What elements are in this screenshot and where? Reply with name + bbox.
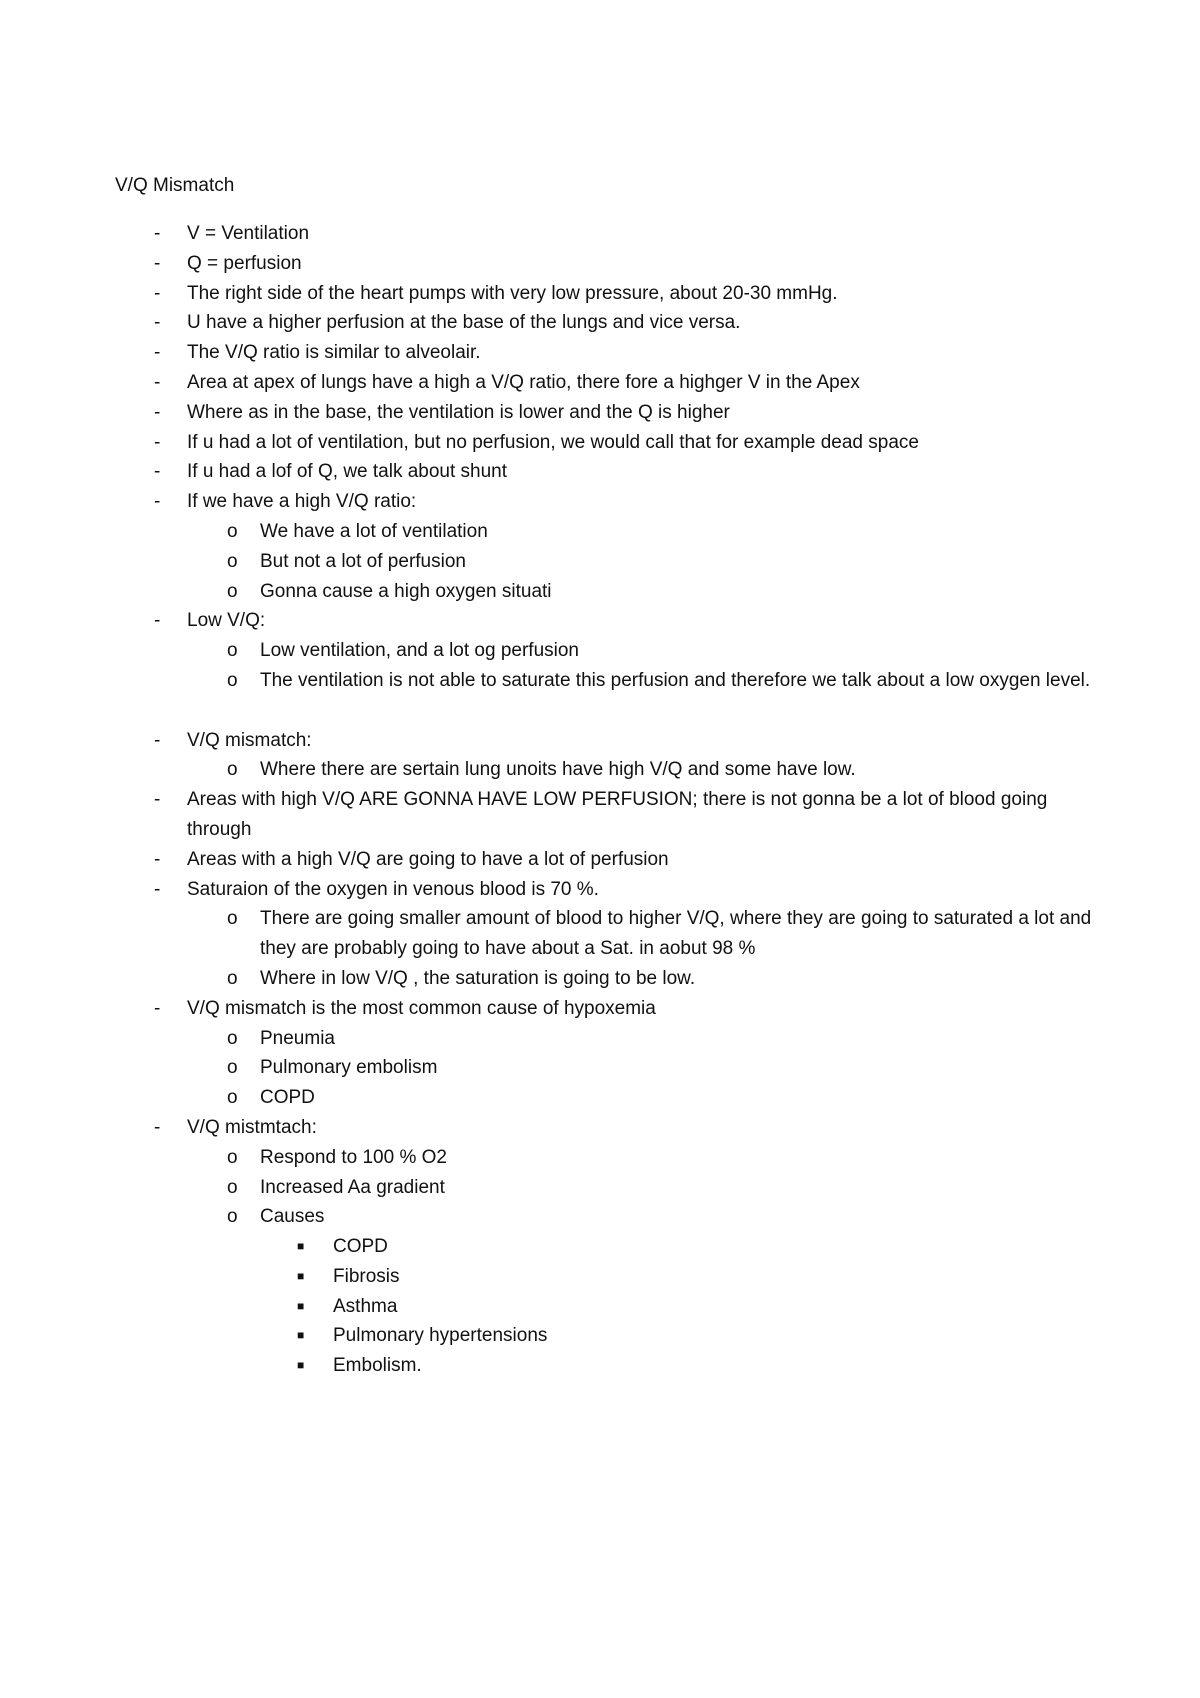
list-item bbox=[0, 487, 1200, 517]
square-bullet-icon: ■ bbox=[297, 1298, 305, 1313]
list-item-text: We have a lot of ventilation bbox=[260, 520, 488, 542]
circle-bullet: o bbox=[227, 1146, 238, 1168]
list-item bbox=[0, 904, 1200, 964]
list-item-text: Where in low V/Q , the saturation is going to be low. bbox=[260, 967, 696, 989]
list-item-text: Areas with a high V/Q are going to have a lot of perfusion bbox=[187, 848, 669, 870]
list-item bbox=[0, 1321, 1200, 1351]
list-item-text: Areas with high V/Q ARE GONNA HAVE LOW PERFUSION; there is not gonna be a lot of blood going through bbox=[187, 789, 1048, 840]
list-item bbox=[0, 1143, 1200, 1173]
dash-bullet: - bbox=[154, 252, 161, 274]
list-item-text: V/Q mistmtach: bbox=[187, 1116, 317, 1138]
dash-bullet: - bbox=[154, 342, 161, 364]
list-item-text: Where there are sertain lung unoits have high V/Q and some have low. bbox=[260, 759, 856, 781]
circle-bullet: o bbox=[227, 669, 238, 691]
document-title: V/Q Mismatch bbox=[115, 175, 235, 196]
list-item bbox=[0, 606, 1200, 636]
list-item bbox=[0, 1292, 1200, 1322]
list-item bbox=[0, 726, 1200, 756]
circle-bullet: o bbox=[227, 1057, 238, 1079]
list-item-text: The right side of the heart pumps with very low pressure, about 20-30 mmHg. bbox=[187, 282, 838, 304]
list-item bbox=[0, 1262, 1200, 1292]
list-item bbox=[0, 368, 1200, 398]
notes-list bbox=[0, 219, 1200, 1381]
list-item bbox=[0, 1113, 1200, 1143]
square-bullet-icon: ■ bbox=[297, 1268, 305, 1283]
list-item bbox=[0, 517, 1200, 547]
list-item bbox=[0, 755, 1200, 785]
dash-bullet: - bbox=[154, 431, 161, 453]
dash-bullet: - bbox=[154, 729, 161, 751]
list-item-text: V/Q mismatch: bbox=[187, 729, 312, 751]
list-item-text: Embolism. bbox=[333, 1355, 422, 1377]
square-bullet-icon: ■ bbox=[297, 1358, 305, 1373]
list-item-text: COPD bbox=[260, 1087, 315, 1109]
list-item bbox=[0, 1053, 1200, 1083]
circle-bullet: o bbox=[227, 1176, 238, 1198]
list-item bbox=[0, 219, 1200, 249]
list-item bbox=[0, 279, 1200, 309]
list-item-text: The V/Q ratio is similar to alveolair. bbox=[187, 342, 481, 364]
list-item bbox=[0, 398, 1200, 428]
square-bullet-icon: ■ bbox=[297, 1328, 305, 1343]
list-item-text: If u had a lot of ventilation, but no perfusion, we would call that for example dead space bbox=[187, 431, 919, 453]
list-item-text: Pneumia bbox=[260, 1027, 335, 1049]
list-item bbox=[0, 994, 1200, 1024]
list-item-text: V/Q mismatch is the most common cause of hypoxemia bbox=[187, 997, 656, 1019]
list-item-text: There are going smaller amount of blood to higher V/Q, where they are going to saturated a lot and they are probably going to have about a Sat. in aobut 98 % bbox=[260, 908, 1092, 960]
circle-bullet: o bbox=[227, 550, 238, 572]
dash-bullet: - bbox=[154, 312, 161, 334]
list-item-text: If u had a lof of Q, we talk about shunt bbox=[187, 461, 508, 483]
list-item bbox=[0, 249, 1200, 279]
list-item-text: If we have a high V/Q ratio: bbox=[187, 491, 417, 513]
list-item bbox=[0, 875, 1200, 905]
list-item bbox=[0, 1202, 1200, 1232]
list-item-text: Where as in the base, the ventilation is lower and the Q is higher bbox=[187, 401, 730, 423]
dash-bullet: - bbox=[154, 848, 161, 870]
list-item-text: Low ventilation, and a lot og perfusion bbox=[260, 640, 579, 662]
dash-bullet: - bbox=[154, 223, 161, 244]
list-item bbox=[0, 1351, 1200, 1381]
circle-bullet: o bbox=[227, 1087, 238, 1109]
list-item bbox=[0, 785, 1200, 845]
list-item bbox=[0, 547, 1200, 577]
list-item bbox=[0, 964, 1200, 994]
circle-bullet: o bbox=[227, 520, 238, 542]
dash-bullet: - bbox=[154, 282, 161, 304]
list-item-text: Gonna cause a high oxygen situati bbox=[260, 580, 552, 602]
list-item-text: COPD bbox=[333, 1236, 388, 1258]
circle-bullet: o bbox=[227, 1027, 238, 1049]
list-item-text: V = Ventilation bbox=[187, 223, 310, 244]
dash-bullet: - bbox=[154, 491, 161, 513]
dash-bullet: - bbox=[154, 789, 161, 811]
list-item bbox=[0, 338, 1200, 368]
dash-bullet: - bbox=[154, 997, 161, 1019]
dash-bullet: - bbox=[154, 610, 161, 632]
dash-bullet: - bbox=[154, 878, 161, 900]
list-item bbox=[0, 428, 1200, 458]
list-item bbox=[0, 1173, 1200, 1203]
list-item bbox=[0, 636, 1200, 666]
circle-bullet: o bbox=[227, 640, 238, 662]
list-item-text: The ventilation is not able to saturate this perfusion and therefore we talk about a low oxygen level. bbox=[260, 669, 1091, 691]
list-item-text: But not a lot of perfusion bbox=[260, 550, 466, 572]
list-item-text: Saturaion of the oxygen in venous blood is 70 %. bbox=[187, 878, 599, 900]
list-item-text: Pulmonary embolism bbox=[260, 1057, 438, 1079]
list-item-text: Asthma bbox=[333, 1295, 398, 1317]
list-item bbox=[0, 1232, 1200, 1262]
circle-bullet: o bbox=[227, 908, 238, 930]
list-item bbox=[0, 1024, 1200, 1054]
list-item-text: U have a higher perfusion at the base of the lungs and vice versa. bbox=[187, 312, 741, 334]
dash-bullet: - bbox=[154, 401, 161, 423]
dash-bullet: - bbox=[154, 1116, 161, 1138]
list-item bbox=[0, 666, 1200, 726]
list-item-text: Causes bbox=[260, 1206, 325, 1228]
list-item-text: Pulmonary hypertensions bbox=[333, 1325, 548, 1347]
list-item-text: Fibrosis bbox=[333, 1265, 400, 1287]
list-item bbox=[0, 457, 1200, 487]
list-item bbox=[0, 845, 1200, 875]
dash-bullet: - bbox=[154, 371, 161, 393]
list-item-text: Increased Aa gradient bbox=[260, 1176, 445, 1198]
circle-bullet: o bbox=[227, 580, 238, 602]
list-item-text: Q = perfusion bbox=[187, 252, 302, 274]
list-item-text: Low V/Q: bbox=[187, 610, 266, 632]
circle-bullet: o bbox=[227, 1206, 238, 1228]
list-item bbox=[0, 577, 1200, 607]
dash-bullet: - bbox=[154, 461, 161, 483]
list-item-text: Respond to 100 % O2 bbox=[260, 1146, 447, 1168]
list-item bbox=[0, 308, 1200, 338]
list-item bbox=[0, 1083, 1200, 1113]
square-bullet-icon: ■ bbox=[297, 1239, 305, 1254]
list-item-text: Area at apex of lungs have a high a V/Q ratio, there fore a highger V in the Apex bbox=[187, 371, 860, 393]
circle-bullet: o bbox=[227, 967, 238, 989]
circle-bullet: o bbox=[227, 759, 238, 781]
